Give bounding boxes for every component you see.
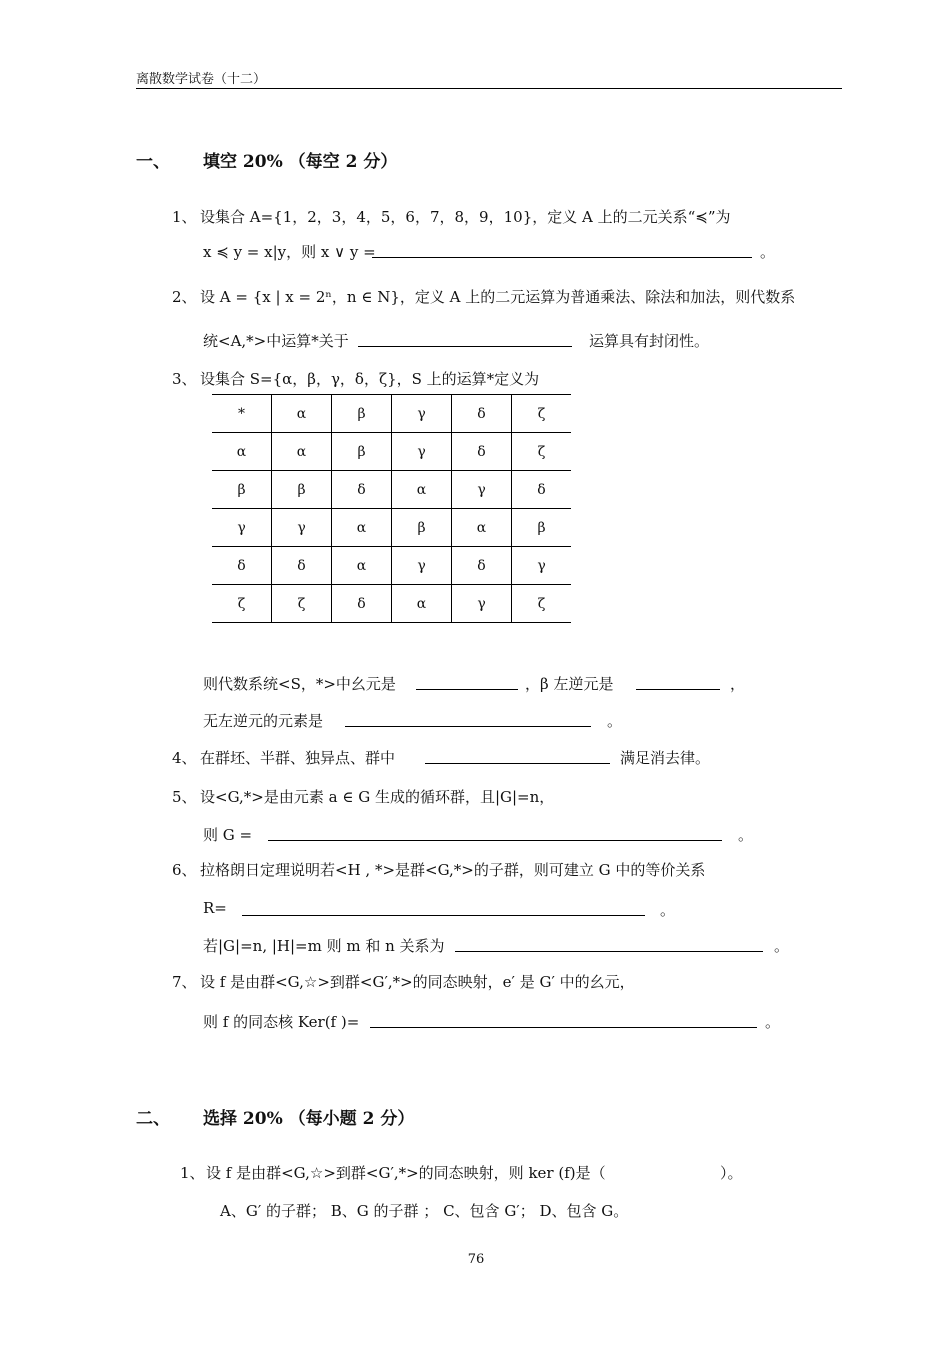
table-cell: ζ bbox=[212, 585, 272, 623]
table-cell: β bbox=[392, 509, 452, 547]
table-cell: δ bbox=[332, 471, 392, 509]
section2-number: 二、 bbox=[136, 1109, 170, 1129]
table-cell: α bbox=[332, 547, 392, 585]
table-cell: δ bbox=[212, 547, 272, 585]
table-cell: α bbox=[272, 433, 332, 471]
q1-line1: 设集合 A={1，2，3，4，5，6，7，8，9，10}，定义 A 上的二元关系“≼”为 bbox=[200, 208, 731, 226]
table-cell: ζ bbox=[512, 585, 572, 623]
mc1-options: A、G′ 的子群； B、G 的子群 ； C、包含 G′； D、包含 G。 bbox=[220, 1202, 629, 1220]
page-number: 76 bbox=[467, 1252, 485, 1267]
table-cell: γ bbox=[512, 547, 572, 585]
q3-line2-mid: ，β 左逆元是 bbox=[525, 675, 614, 693]
table-row bbox=[212, 509, 571, 547]
q6-line1: 拉格朗日定理说明若<H , *>是群<G,*>的子群，则可建立 G 中的等价关系 bbox=[200, 861, 706, 879]
table-cell: ζ bbox=[272, 585, 332, 623]
table-row bbox=[212, 471, 571, 509]
q7-line2: 则 f 的同态核 Ker(f )= bbox=[203, 1013, 360, 1031]
table-cell: β bbox=[332, 395, 392, 433]
q3-line2-end: ， bbox=[730, 675, 746, 693]
table-cell: δ bbox=[332, 585, 392, 623]
mc1-stem: 设 f 是由群<G,☆>到群<G′,*>的同态映射，则 ker (f)是（ bbox=[206, 1164, 606, 1182]
q3-identity-blank[interactable] bbox=[416, 673, 518, 690]
table-cell: β bbox=[332, 433, 392, 471]
table-row bbox=[212, 585, 571, 623]
q4-answer-blank[interactable] bbox=[425, 747, 610, 764]
q2-answer-blank[interactable] bbox=[358, 330, 572, 347]
q3-line1: 设集合 S={α，β，γ，δ，ζ}，S 上的运算*定义为 bbox=[200, 370, 540, 388]
q2-number: 2、 bbox=[172, 288, 197, 306]
table-cell: α bbox=[452, 509, 512, 547]
q3-line2-pre: 则代数系统<S，*>中幺元是 bbox=[203, 675, 396, 693]
q5-answer-blank[interactable] bbox=[268, 824, 722, 841]
q2-line1: 设 A = {x | x = 2ⁿ，n ∈ N}，定义 A 上的二元运算为普通乘法、除法和加法，则代数系 bbox=[200, 288, 796, 306]
table-cell: ζ bbox=[512, 433, 572, 471]
q6-line2: R= bbox=[203, 899, 227, 917]
table-cell: γ bbox=[392, 547, 452, 585]
q7-kernel-blank[interactable] bbox=[370, 1011, 757, 1028]
table-cell: β bbox=[212, 471, 272, 509]
q5-number: 5、 bbox=[172, 788, 197, 806]
q3-left-inverse-blank[interactable] bbox=[636, 673, 720, 690]
q5-line1: 设<G,*>是由元素 a ∈ G 生成的循环群，且|G|=n， bbox=[200, 788, 555, 806]
table-row bbox=[212, 395, 571, 433]
table-cell: α bbox=[392, 471, 452, 509]
q6-relation-blank[interactable] bbox=[242, 899, 645, 916]
q3-number: 3、 bbox=[172, 370, 197, 388]
table-cell: γ bbox=[212, 509, 272, 547]
q1-line2: x ≼ y = x|y，则 x ∨ y = bbox=[203, 243, 376, 261]
table-cell: γ bbox=[272, 509, 332, 547]
table-cell: γ bbox=[452, 585, 512, 623]
table-row bbox=[212, 547, 571, 585]
q7-line1: 设 f 是由群<G,☆>到群<G′,*>的同态映射，e′ 是 G′ 中的幺元， bbox=[200, 973, 635, 991]
header-title: 离散数学试卷（十二） bbox=[136, 72, 267, 87]
q5-line2: 则 G = bbox=[203, 826, 253, 844]
table-cell: α bbox=[332, 509, 392, 547]
q2-line2-pre: 统<A,*>中运算*关于 bbox=[203, 332, 349, 350]
q4-pre: 在群坯、半群、独异点、群中 bbox=[200, 749, 396, 767]
table-cell: γ bbox=[452, 471, 512, 509]
q4-post: 满足消去律。 bbox=[620, 749, 711, 767]
table-cell: δ bbox=[512, 471, 572, 509]
table-cell: * bbox=[212, 395, 272, 433]
table-cell: δ bbox=[452, 547, 512, 585]
q2-line2-post: 运算具有封闭性。 bbox=[589, 332, 710, 350]
q6-line2-end: 。 bbox=[660, 901, 676, 919]
q7-end: 。 bbox=[765, 1013, 781, 1031]
table-cell: δ bbox=[452, 433, 512, 471]
section2-title: 选择 20% （每小题 2 分） bbox=[203, 1109, 415, 1129]
q3-no-inverse-blank[interactable] bbox=[345, 710, 591, 727]
q1-end: 。 bbox=[760, 243, 776, 261]
q6-line3: 若|G|=n, |H|=m 则 m 和 n 关系为 bbox=[203, 937, 445, 955]
table-row bbox=[212, 433, 571, 471]
mc1-number: 1、 bbox=[180, 1164, 205, 1182]
q3-line3-end: 。 bbox=[607, 712, 623, 730]
q1-number: 1、 bbox=[172, 208, 197, 226]
q5-end: 。 bbox=[738, 826, 754, 844]
table-cell: β bbox=[272, 471, 332, 509]
header-rule bbox=[136, 88, 842, 89]
table-cell: ζ bbox=[512, 395, 572, 433]
q3-line3-pre: 无左逆元的元素是 bbox=[203, 712, 324, 730]
table-cell: β bbox=[512, 509, 572, 547]
table-cell: α bbox=[392, 585, 452, 623]
q1-answer-blank[interactable] bbox=[372, 241, 752, 258]
q6-number: 6、 bbox=[172, 861, 197, 879]
table-cell: γ bbox=[392, 433, 452, 471]
table-cell: α bbox=[272, 395, 332, 433]
section1-number: 一、 bbox=[136, 152, 170, 172]
mc1-stem-end: ）。 bbox=[720, 1164, 743, 1182]
table-cell: γ bbox=[392, 395, 452, 433]
table-cell: α bbox=[212, 433, 272, 471]
q6-mn-blank[interactable] bbox=[455, 935, 763, 952]
table-cell: δ bbox=[272, 547, 332, 585]
q4-number: 4、 bbox=[172, 749, 197, 767]
table-cell: δ bbox=[452, 395, 512, 433]
q7-number: 7、 bbox=[172, 973, 197, 991]
operation-table bbox=[212, 394, 571, 623]
q6-line3-end: 。 bbox=[774, 937, 790, 955]
section1-title: 填空 20% （每空 2 分） bbox=[203, 152, 398, 172]
